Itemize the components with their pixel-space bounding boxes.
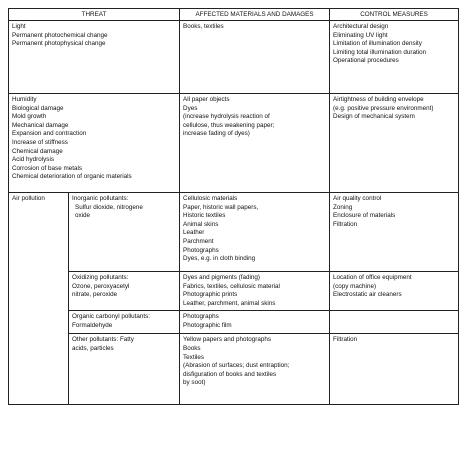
- affected-cell: [180, 334, 330, 405]
- text-line: (increase hydrolysis reaction of: [183, 113, 270, 121]
- text-line: (e.g. positive pressure environment): [333, 104, 434, 112]
- table-row-light: [9, 21, 459, 94]
- affected-cell: [180, 311, 330, 334]
- control-cell: [330, 94, 459, 193]
- text-line: Books, textiles: [183, 23, 224, 30]
- text-line: Acid hydrolysis: [12, 156, 54, 164]
- text-line: Photographs: [183, 313, 219, 321]
- text-line: Filtration: [333, 336, 358, 344]
- text-line: increase fading of dyes): [183, 130, 250, 138]
- text-line: Electrostatic air cleaners: [333, 291, 402, 299]
- pollutant-cell: [69, 193, 180, 272]
- control-cell: [330, 334, 459, 405]
- text-line: Design of mechanical system: [333, 113, 415, 121]
- text-line: Historic textiles: [183, 212, 226, 220]
- text-line: oxide: [75, 212, 91, 220]
- document: [8, 8, 458, 405]
- text-line: Mold growth: [12, 113, 47, 121]
- text-line: Increase of stiffness: [12, 138, 68, 146]
- text-line: Leather, parchment, animal skins: [183, 299, 276, 307]
- pollutant-cell: [69, 334, 180, 405]
- table-row-oxidizing: [9, 272, 459, 311]
- text-line: Airtightness of building envelope: [333, 96, 424, 103]
- text-line: Location of office equipment: [333, 274, 412, 281]
- text-line: Parchment: [183, 237, 214, 245]
- text-line: Textiles: [183, 353, 205, 361]
- text-line: acids, particles: [72, 344, 114, 352]
- text-line: Air pollution: [12, 195, 45, 202]
- text-line: Yellow papers and photographs: [183, 336, 272, 344]
- header-row: [9, 9, 459, 21]
- threat-cell: [9, 21, 180, 94]
- text-line: Mechanical damage: [12, 121, 69, 129]
- text-line: All paper objects: [183, 96, 230, 103]
- text-line: Dyes: [183, 104, 198, 112]
- affected-cell: [180, 94, 330, 193]
- text-line: Filtration: [333, 220, 358, 228]
- text-line: Eliminating UV light: [333, 31, 388, 39]
- text-line: nitrate, peroxide: [72, 291, 118, 299]
- affected-cell: [180, 21, 330, 94]
- control-cell: [330, 272, 459, 311]
- text-line: Other pollutants: Fatty: [72, 336, 134, 344]
- affected-cell: [180, 272, 330, 311]
- text-line: Expansion and contraction: [12, 130, 87, 138]
- text-line: Dyes, e.g. in cloth binding: [183, 255, 256, 263]
- air-pollution-cell: [9, 193, 69, 405]
- text-line: Paper, historic wall papers,: [183, 203, 259, 211]
- text-line: (Abrasion of surfaces; dust entraption;: [183, 362, 290, 370]
- text-line: Chemical damage: [12, 147, 63, 155]
- text-line: Animal skins: [183, 220, 219, 228]
- header-threat: THREAT: [9, 9, 180, 21]
- table-row-other: [9, 334, 459, 405]
- text-line: Biological damage: [12, 104, 64, 112]
- text-line: Permanent photophysical change: [12, 40, 106, 48]
- table-row-inorganic: [9, 193, 459, 272]
- text-line: Chemical deterioration of organic materials: [12, 173, 132, 181]
- threat-table: [8, 8, 459, 405]
- text-line: Leather: [183, 229, 205, 237]
- text-line: Corrosion of base metals: [12, 164, 82, 172]
- text-line: disfiguration of books and textiles: [183, 370, 277, 378]
- text-line: Zoning: [333, 203, 353, 211]
- text-line: Photographic film: [183, 321, 232, 329]
- table-row-carbonyl: [9, 311, 459, 334]
- control-cell: [330, 311, 459, 334]
- affected-cell: [180, 193, 330, 272]
- text-line: Permanent photochemical change: [12, 31, 108, 39]
- text-line: Enclosure of materials: [333, 212, 396, 220]
- text-line: Sulfur dioxide, nitrogene: [75, 203, 143, 211]
- text-line: Limitation of illumination density: [333, 40, 422, 48]
- text-line: Photographic prints: [183, 291, 238, 299]
- text-line: Architectural design: [333, 23, 389, 30]
- text-line: Oxidizing pollutants:: [72, 274, 129, 281]
- control-cell: [330, 193, 459, 272]
- text-line: Fabrics, textiles, cellulosic material: [183, 282, 280, 290]
- control-cell: [330, 21, 459, 94]
- text-line: Air quality control: [333, 195, 382, 202]
- text-line: Cellulosic materials: [183, 195, 238, 202]
- text-line: Organic carbonyl pollutants:: [72, 313, 151, 321]
- text-line: Humidity: [12, 96, 37, 103]
- threat-cell: [9, 94, 180, 193]
- header-control: CONTROL MEASURES: [330, 9, 459, 21]
- text-line: Operational procedures: [333, 57, 399, 65]
- text-line: Light: [12, 23, 26, 30]
- table-row-humidity: [9, 94, 459, 193]
- pollutant-cell: [69, 311, 180, 334]
- pollutant-cell: [69, 272, 180, 311]
- text-line: Inorganic pollutants:: [72, 195, 129, 202]
- text-line: (copy machine): [333, 282, 377, 290]
- text-line: cellulose, thus weakening paper;: [183, 121, 275, 129]
- text-line: Limiting total illumination duration: [333, 48, 427, 56]
- text-line: Dyes and pigments (fading): [183, 274, 261, 281]
- text-line: Photographs: [183, 246, 219, 254]
- header-affected: AFFECTED MATERIALS AND DAMAGES: [180, 9, 330, 21]
- text-line: Formaldehyde: [72, 321, 113, 329]
- text-line: Books: [183, 344, 201, 352]
- text-line: Ozone, peroxyacetyl: [72, 282, 130, 290]
- text-line: by soot): [183, 379, 206, 387]
